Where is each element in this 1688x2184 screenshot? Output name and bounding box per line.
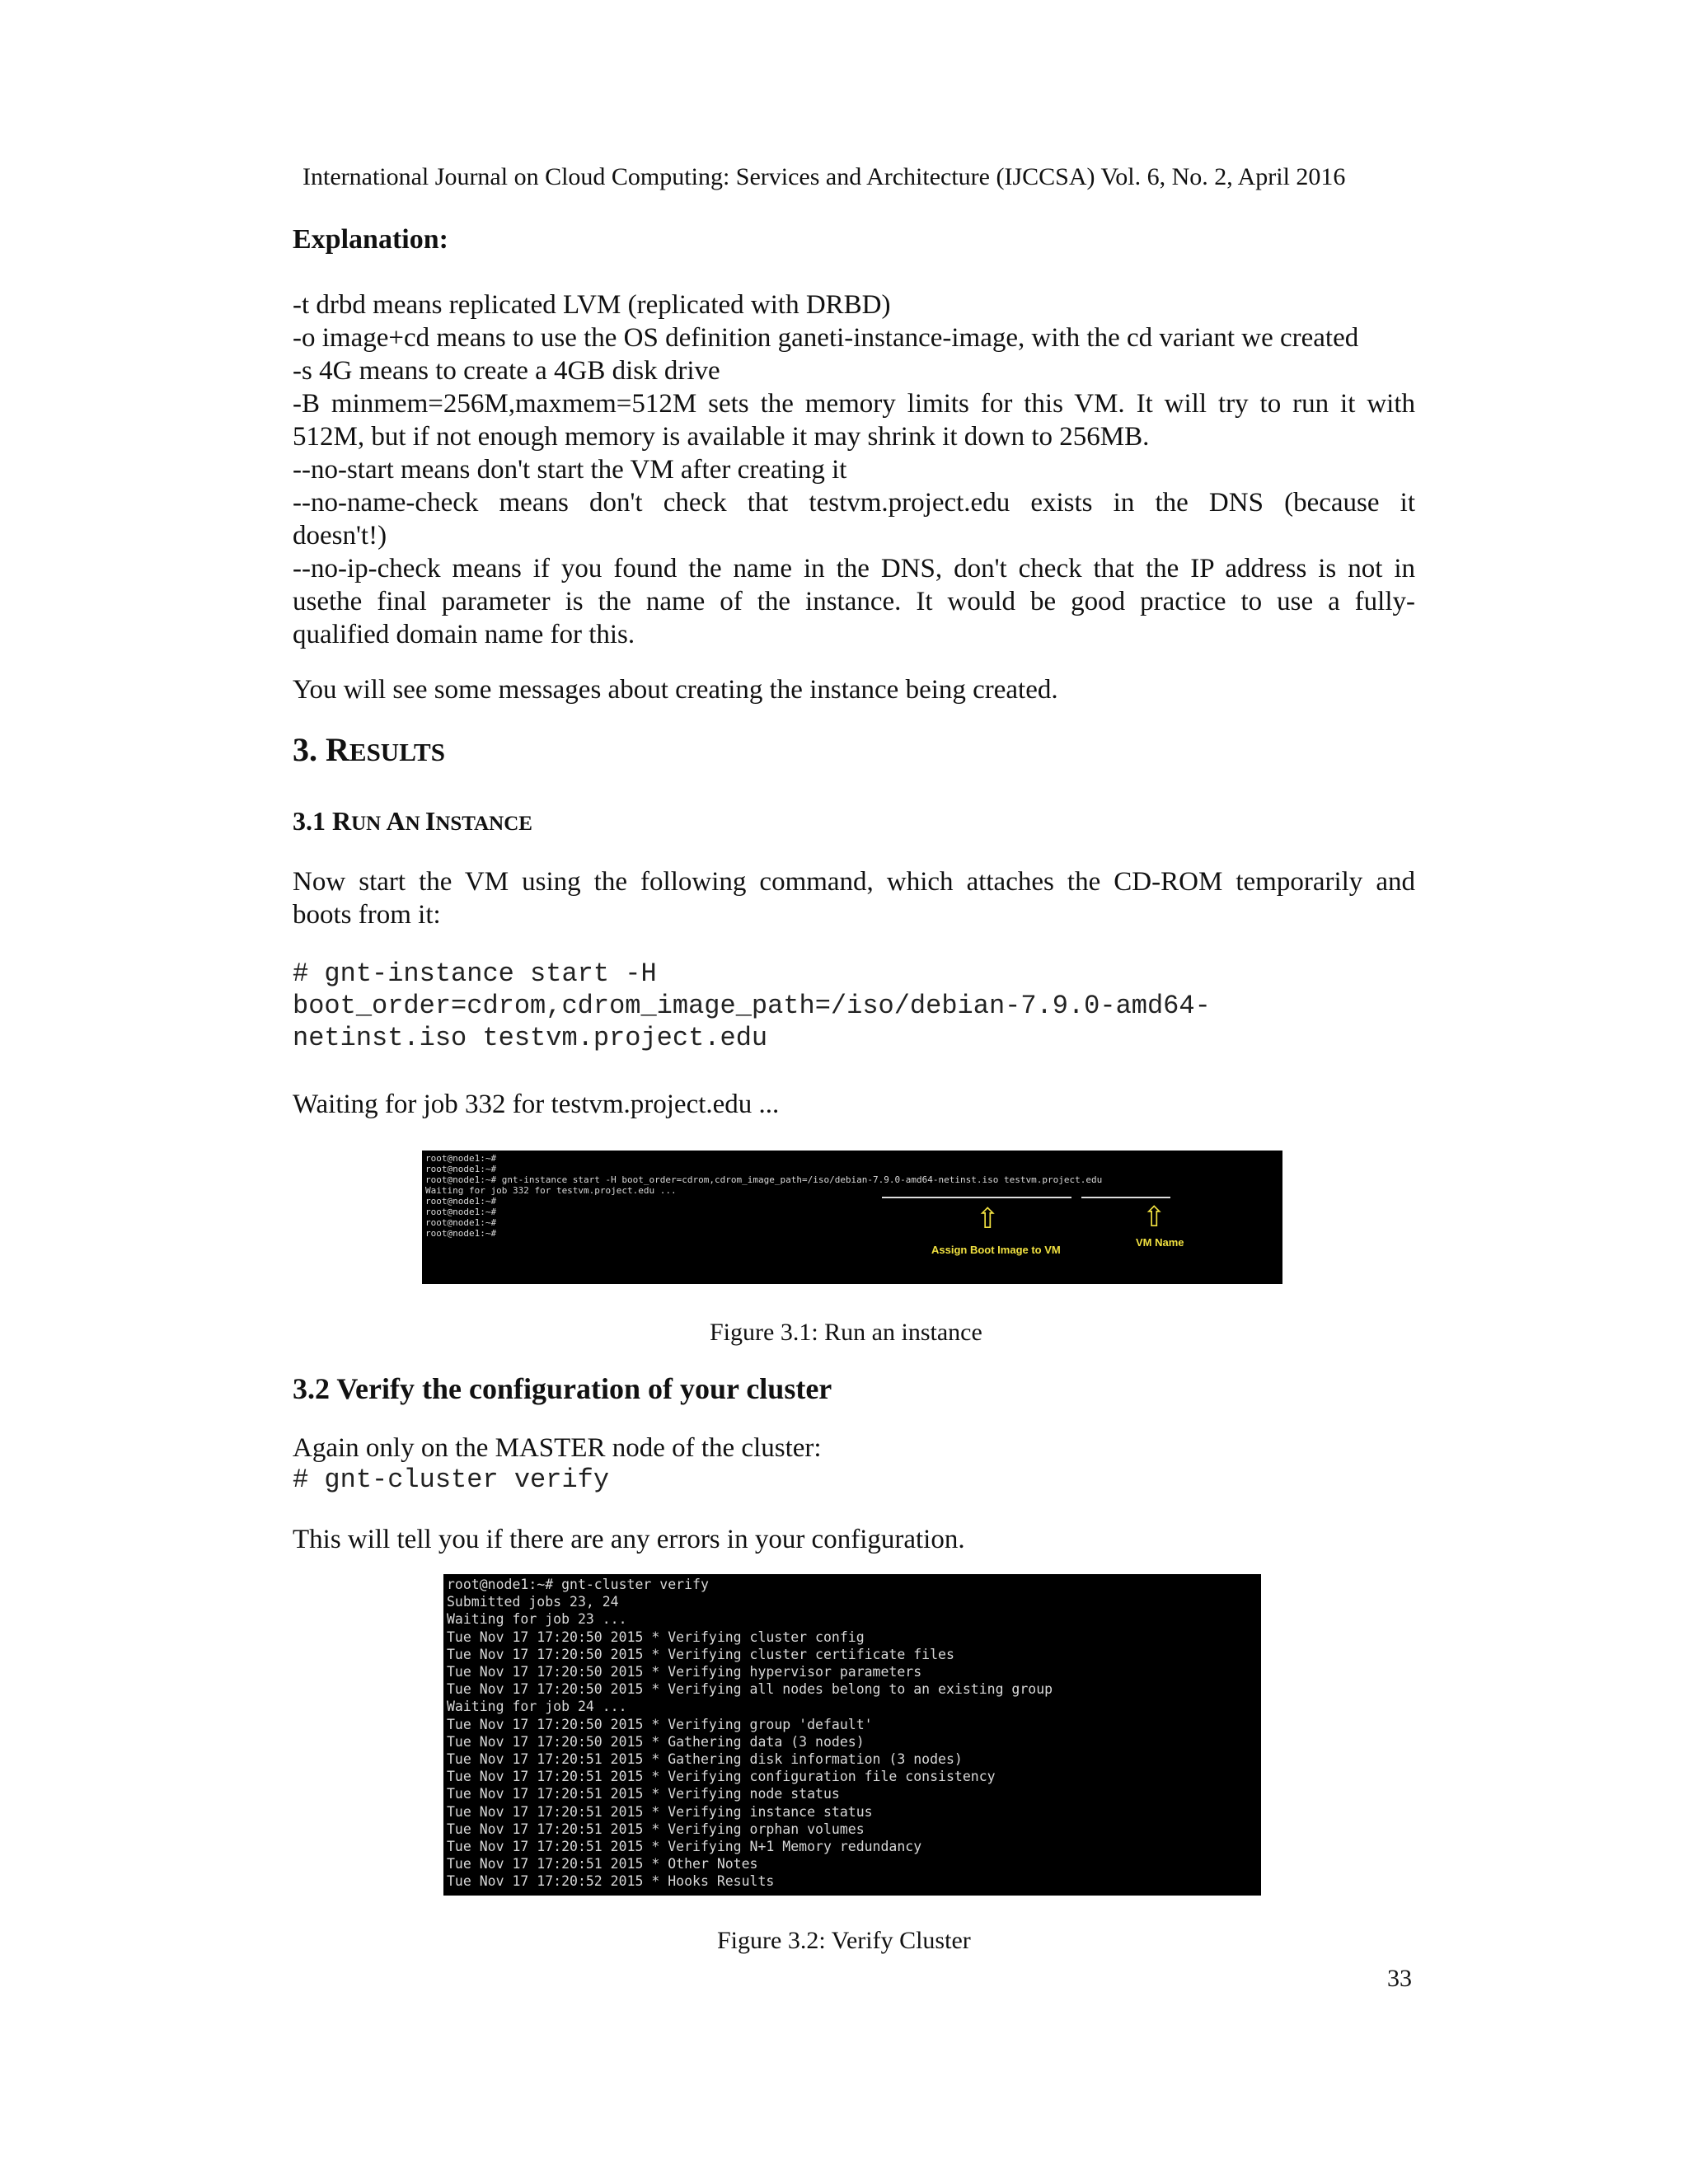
arrow-up-icon: ⇧ — [976, 1202, 1000, 1235]
terminal-line: root@node1:~# gnt-cluster verify — [447, 1577, 709, 1592]
paragraph: Waiting for job 332 for testvm.project.edu ... — [293, 1090, 780, 1119]
underline-boot-image — [882, 1197, 1071, 1198]
explanation-list — [293, 288, 1415, 651]
terminal-line: Tue Nov 17 17:20:52 2015 * Hooks Results — [447, 1873, 775, 1890]
figure-terminal-run-instance — [422, 1151, 1282, 1284]
terminal-line: root@node1:~# — [425, 1217, 497, 1228]
explanation-item: -o image+cd means to use the OS definition ganeti-instance-image, with the cd variant we created — [293, 323, 1359, 353]
code-block — [293, 958, 1211, 1054]
terminal-line: root@node1:~# gnt-instance start -H boot_order=cdrom,cdrom_image_path=/iso/debian-7.9.0-amd64-netinst.iso testvm.project.edu — [425, 1174, 1103, 1185]
arrow-up-icon: ⇧ — [1142, 1201, 1166, 1234]
underline-vm-name — [1081, 1197, 1170, 1198]
terminal-line: Waiting for job 23 ... — [447, 1611, 627, 1628]
terminal-line: Tue Nov 17 17:20:51 2015 * Gathering disk information (3 nodes) — [447, 1751, 963, 1768]
terminal-line: Tue Nov 17 17:20:50 2015 * Gathering data (3 nodes) — [447, 1733, 865, 1750]
subsection-heading-run-instance: 3.1 RUN AN INSTANCE — [293, 806, 532, 836]
page-number: 33 — [1387, 1965, 1412, 1992]
terminal-line: Tue Nov 17 17:20:51 2015 * Verifying instance status — [447, 1803, 873, 1820]
terminal-line: Waiting for job 24 ... — [447, 1699, 627, 1715]
explanation-heading: Explanation: — [293, 224, 448, 255]
paragraph: You will see some messages about creating the instance being created. — [293, 675, 1058, 705]
terminal-line: root@node1:~# — [425, 1228, 497, 1239]
explanation-item: --no-start means don't start the VM after creating it — [293, 455, 847, 485]
figure-caption: Figure 3.1: Run an instance — [710, 1319, 982, 1346]
explanation-item: doesn't!) — [293, 521, 387, 551]
running-header: International Journal on Cloud Computing: Services and Architecture (IJCCSA) Vol. 6, No. 2, April 2016 — [302, 163, 1346, 190]
explanation-item: -B minmem=256M,maxmem=512M sets the memory limits for this VM. It will try to run it with — [293, 389, 1415, 419]
terminal-output — [447, 1576, 1053, 1891]
subsection-heading-verify-cluster: 3.2 Verify the configuration of your cluster — [293, 1372, 832, 1405]
terminal-line: Submitted jobs 23, 24 — [447, 1594, 619, 1610]
terminal-line: Tue Nov 17 17:20:51 2015 * Other Notes — [447, 1856, 758, 1872]
paragraph: Now start the VM using the following command, which attaches the CD-ROM temporarily and boots from it: — [293, 867, 1415, 930]
explanation-item: -s 4G means to create a 4GB disk drive — [293, 356, 720, 386]
terminal-line: Waiting for job 332 for testvm.project.edu ... — [425, 1185, 677, 1196]
terminal-line: root@node1:~# — [425, 1207, 497, 1217]
code-line: # gnt-instance start -H — [293, 958, 657, 989]
section-heading-results: 3. RESULTS — [293, 731, 445, 768]
figure-terminal-verify-cluster — [443, 1574, 1261, 1896]
terminal-line: root@node1:~# — [425, 1196, 497, 1207]
annotation-boot-image: Assign Boot Image to VM — [931, 1244, 1061, 1256]
paragraph: This will tell you if there are any errors in your configuration. — [293, 1525, 965, 1554]
paragraph: Again only on the MASTER node of the cluster: — [293, 1433, 822, 1463]
explanation-item: --no-ip-check means if you found the name in the DNS, don't check that the IP address is not in — [293, 554, 1415, 583]
terminal-line: Tue Nov 17 17:20:50 2015 * Verifying cluster certificate files — [447, 1646, 954, 1662]
annotation-vm-name: VM Name — [1136, 1236, 1184, 1249]
code-line: netinst.iso testvm.project.edu — [293, 1023, 768, 1053]
terminal-line: Tue Nov 17 17:20:50 2015 * Verifying all nodes belong to an existing group — [447, 1681, 1053, 1698]
terminal-line: Tue Nov 17 17:20:51 2015 * Verifying N+1 Memory redundancy — [447, 1839, 922, 1855]
explanation-item: -t drbd means replicated LVM (replicated with DRBD) — [293, 290, 891, 320]
terminal-line: Tue Nov 17 17:20:50 2015 * Verifying group 'default' — [447, 1716, 873, 1732]
terminal-line: Tue Nov 17 17:20:50 2015 * Verifying cluster config — [447, 1629, 865, 1645]
terminal-line: root@node1:~# — [425, 1164, 497, 1174]
terminal-line: Tue Nov 17 17:20:51 2015 * Verifying orphan volumes — [447, 1821, 865, 1837]
terminal-line: root@node1:~# — [425, 1153, 497, 1164]
code-line: boot_order=cdrom,cdrom_image_path=/iso/debian-7.9.0-amd64- — [293, 991, 1211, 1021]
explanation-item: usethe final parameter is the name of the instance. It would be good practice to use a fully- — [293, 587, 1415, 616]
code-block: # gnt-cluster verify — [293, 1465, 610, 1495]
terminal-line: Tue Nov 17 17:20:50 2015 * Verifying hypervisor parameters — [447, 1664, 922, 1680]
terminal-line: Tue Nov 17 17:20:51 2015 * Verifying configuration file consistency — [447, 1769, 996, 1785]
terminal-line: Tue Nov 17 17:20:51 2015 * Verifying node status — [447, 1786, 840, 1802]
explanation-item: 512M, but if not enough memory is available it may shrink it down to 256MB. — [293, 422, 1150, 452]
figure-caption: Figure 3.2: Verify Cluster — [717, 1927, 971, 1954]
explanation-item: --no-name-check means don't check that testvm.project.edu exists in the DNS (because it — [293, 488, 1415, 518]
explanation-item: qualified domain name for this. — [293, 620, 635, 649]
terminal-output — [425, 1153, 1102, 1239]
